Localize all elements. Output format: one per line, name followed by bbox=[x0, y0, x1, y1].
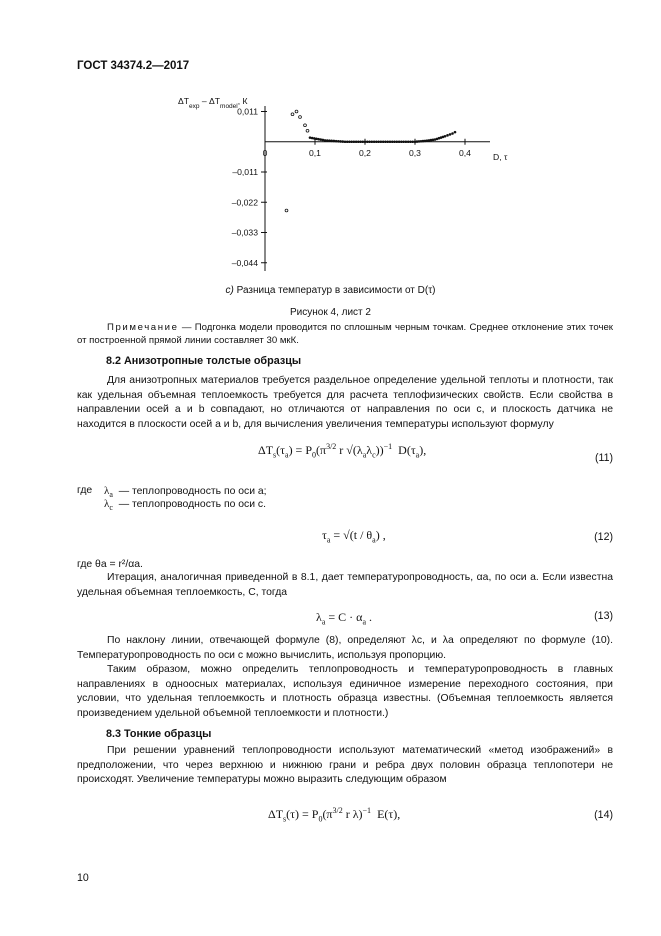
note-text: — Подгонка модели проводится по сплошным черным точкам. Среднее отклонение этих точек от построенной прямой линии составляет 30 мкК. bbox=[77, 322, 613, 346]
x-tick-label: 0,3 bbox=[409, 147, 421, 158]
filled-point bbox=[384, 140, 387, 143]
x-tick-label: 0,2 bbox=[359, 147, 371, 158]
where-item-1: $\lambda_a$ — теплопроводность по оси a; bbox=[104, 485, 267, 500]
filled-point bbox=[446, 134, 449, 137]
x-axis-label: D, τ bbox=[493, 152, 508, 162]
equation-13-number: (13) bbox=[594, 610, 613, 622]
open-point bbox=[295, 110, 298, 113]
note bbox=[77, 321, 613, 347]
filled-point bbox=[328, 139, 331, 142]
filled-point bbox=[405, 140, 408, 143]
filled-point bbox=[398, 140, 401, 143]
open-point bbox=[291, 113, 294, 116]
equation-14-number: (14) bbox=[594, 809, 613, 821]
filled-point bbox=[350, 140, 353, 143]
filled-point bbox=[393, 140, 396, 143]
filled-point bbox=[359, 140, 362, 143]
filled-point bbox=[368, 140, 371, 143]
equation-11-number: (11) bbox=[594, 452, 613, 464]
filled-point bbox=[330, 140, 333, 143]
filled-point bbox=[366, 140, 369, 143]
open-point bbox=[285, 209, 288, 212]
filled-point bbox=[341, 140, 344, 143]
filled-point bbox=[361, 140, 364, 143]
filled-point bbox=[451, 132, 454, 135]
section-8-3-title: 8.3 Тонкие образцы bbox=[106, 728, 212, 740]
equation-11: $\Delta T_s(\tau_a) = P_0(\pi^{3/2}$ r $√(\lambda_a\lambda_c))^{-1}$ $D(\tau_a)$, bbox=[258, 442, 427, 460]
equation-12: $\tau_a = √(t / \theta_a)$ , bbox=[322, 528, 386, 545]
filled-point bbox=[409, 140, 412, 143]
where-item-2: $\lambda_c$ — теплопроводность по оси c. bbox=[104, 498, 266, 513]
y-tick-label: –0,044 bbox=[231, 257, 258, 268]
filled-point bbox=[371, 140, 374, 143]
chart-axes bbox=[232, 106, 490, 271]
x-tick-label: 0,1 bbox=[309, 147, 321, 158]
section-8-2-para2: Итерация, аналогичная приведенной в 8.1, дает температуропроводность, αa, по оси a. Если известна удельная объемная теплоемкость, C, тогда bbox=[77, 572, 613, 598]
filled-point bbox=[444, 135, 447, 138]
y-tick-label: –0,022 bbox=[231, 197, 258, 208]
filled-point bbox=[402, 140, 405, 143]
chart-marks bbox=[285, 110, 456, 212]
equation-13: $\lambda_a = C \cdot \alpha_a$ . bbox=[316, 610, 373, 627]
filled-point bbox=[353, 140, 356, 143]
filled-point bbox=[324, 139, 327, 142]
filled-point bbox=[348, 140, 351, 143]
filled-point bbox=[411, 140, 414, 143]
section-8-3-para1: При решении уравнений теплопроводности используют математический «метод изображений» в предположении, что через верхнюю и нижнюю грани и ребра двух половин образца теплопотери не происходят. Увеличение температуры можно выразить следующим образом bbox=[77, 745, 613, 786]
theta-definition: где θa = r²/αa. bbox=[77, 559, 143, 570]
filled-point bbox=[335, 140, 338, 143]
filled-point bbox=[386, 140, 389, 143]
where-block: где bbox=[77, 485, 93, 496]
filled-point bbox=[375, 140, 378, 143]
open-point bbox=[304, 124, 307, 127]
filled-point bbox=[326, 139, 329, 142]
note-label: Примечание bbox=[107, 322, 179, 333]
x-tick-label: 0,4 bbox=[459, 147, 471, 158]
filled-point bbox=[449, 133, 452, 136]
open-point bbox=[299, 116, 302, 119]
document-header: ГОСТ 34374.2—2017 bbox=[77, 60, 190, 72]
filled-point bbox=[454, 131, 457, 134]
filled-point bbox=[337, 140, 340, 143]
filled-point bbox=[389, 140, 392, 143]
filled-point bbox=[380, 140, 383, 143]
y-tick-label: –0,011 bbox=[232, 167, 258, 177]
filled-point bbox=[344, 140, 347, 143]
filled-point bbox=[377, 140, 380, 143]
section-8-2-para3: По наклону линии, отвечающей формуле (8), определяют λc, и λa определяют по формуле (10). Температуропроводность по оси c можно вычислить, используя пропорцию. bbox=[77, 635, 613, 661]
section-8-2-para1: Для анизотропных материалов требуется раздельное определение удельной теплоты и плотности, так как удельная объемная теплоемкость требуется для расчета теплофизических свойств. Если свойства в направлении осей a и b совпадают, но отличаются от направления по оси c, и плоскость датчика не находится в плоскости осей a и b, для вычисления увеличения температуры используют формулу bbox=[77, 375, 613, 430]
section-8-2-para4: Таким образом, можно определить теплопроводность и температуропроводность в главных направлениях в одноосных материалах, используя единичное измерение переходного состояния, при условии, что удельная теплоемкость и плотность образца известны. (Объемная теплоемкость является произведением удельной объемной теплоемкости и плотности.) bbox=[77, 664, 613, 719]
figure-subcaption: c) Разница температур в зависимости от D(τ) bbox=[225, 285, 436, 296]
filled-point bbox=[346, 140, 349, 143]
y-tick-label: 0,011 bbox=[237, 106, 258, 117]
filled-point bbox=[364, 140, 367, 143]
x-tick-label: 0 bbox=[262, 147, 268, 158]
filled-point bbox=[396, 140, 399, 143]
filled-point bbox=[357, 140, 360, 143]
filled-point bbox=[333, 140, 336, 143]
filled-point bbox=[339, 140, 342, 143]
open-point bbox=[306, 129, 309, 132]
filled-point bbox=[391, 140, 394, 143]
y-axis-label: $\Delta T_{exp} - \Delta T_{model}$, К bbox=[178, 96, 248, 110]
page-number: 10 bbox=[77, 872, 89, 884]
filled-point bbox=[373, 140, 376, 143]
filled-point bbox=[400, 140, 403, 143]
equation-12-number: (12) bbox=[594, 531, 613, 543]
figure-caption: Рисунок 4, лист 2 bbox=[290, 307, 371, 318]
filled-point bbox=[355, 140, 358, 143]
filled-point bbox=[382, 140, 385, 143]
y-tick-label: –0,033 bbox=[231, 227, 258, 238]
equation-14: $\Delta T_s(\tau) = P_0(\pi^{3/2}$ r λ)$^{-1}$ E(τ), bbox=[268, 806, 401, 824]
scatter-chart bbox=[160, 86, 540, 276]
section-8-2-title: 8.2 Анизотропные толстые образцы bbox=[106, 355, 302, 367]
filled-point bbox=[407, 140, 410, 143]
